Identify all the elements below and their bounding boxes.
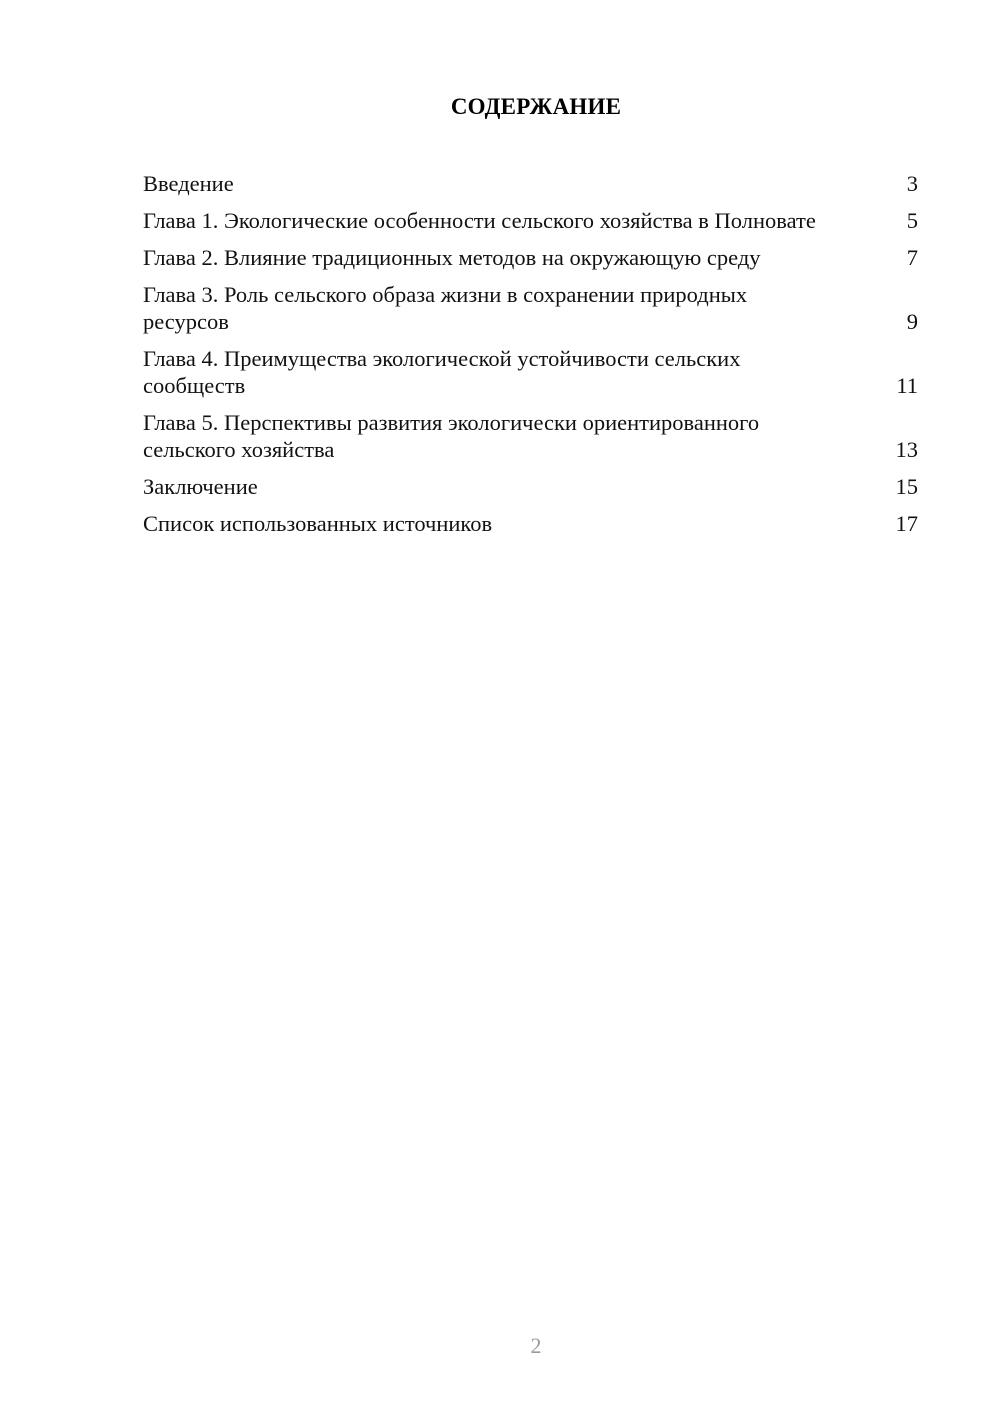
toc-entry-text: Заключение (143, 474, 258, 499)
toc-entry-chapter-2 (143, 244, 918, 271)
toc-entry-page: 5 (906, 208, 918, 233)
toc-entry-chapter-4 (143, 345, 918, 399)
page-title: СОДЕРЖАНИЕ (450, 94, 622, 119)
toc-entry-references (143, 510, 918, 537)
toc-entry-text: Глава 1. Экологические особенности сельского хозяйства в Полновате (143, 208, 816, 233)
toc-entry-conclusion (143, 473, 918, 500)
toc-entry-chapter-5 (143, 409, 918, 463)
toc-entry-page: 11 (896, 373, 918, 398)
toc-entry-page: 9 (906, 309, 918, 334)
toc-entry-chapter-1 (143, 207, 918, 234)
page-number: 2 (530, 1333, 542, 1358)
toc-entry-page: 15 (895, 474, 918, 499)
toc-entry-text: Введение (143, 171, 234, 196)
toc-entry-page: 7 (906, 245, 918, 270)
toc-entry-page: 3 (906, 171, 918, 196)
toc-entry-page: 13 (895, 437, 918, 462)
toc-entry-text: Глава 5. Перспективы развития экологически ориентированного сельского хозяйства (143, 410, 760, 462)
toc-entry-text: Список использованных источников (143, 511, 493, 536)
toc-entry-chapter-3 (143, 281, 918, 335)
toc-entry-text: Глава 2. Влияние традиционных методов на окружающую среду (143, 245, 761, 270)
toc-entry-text: Глава 4. Преимущества экологической устойчивости сельских сообществ (143, 346, 741, 398)
toc-entry-text: Глава 3. Роль сельского образа жизни в сохранении природных ресурсов (143, 282, 748, 334)
toc-entry-page: 17 (895, 511, 918, 536)
table-of-contents (143, 170, 918, 547)
toc-entry-introduction (143, 170, 918, 197)
